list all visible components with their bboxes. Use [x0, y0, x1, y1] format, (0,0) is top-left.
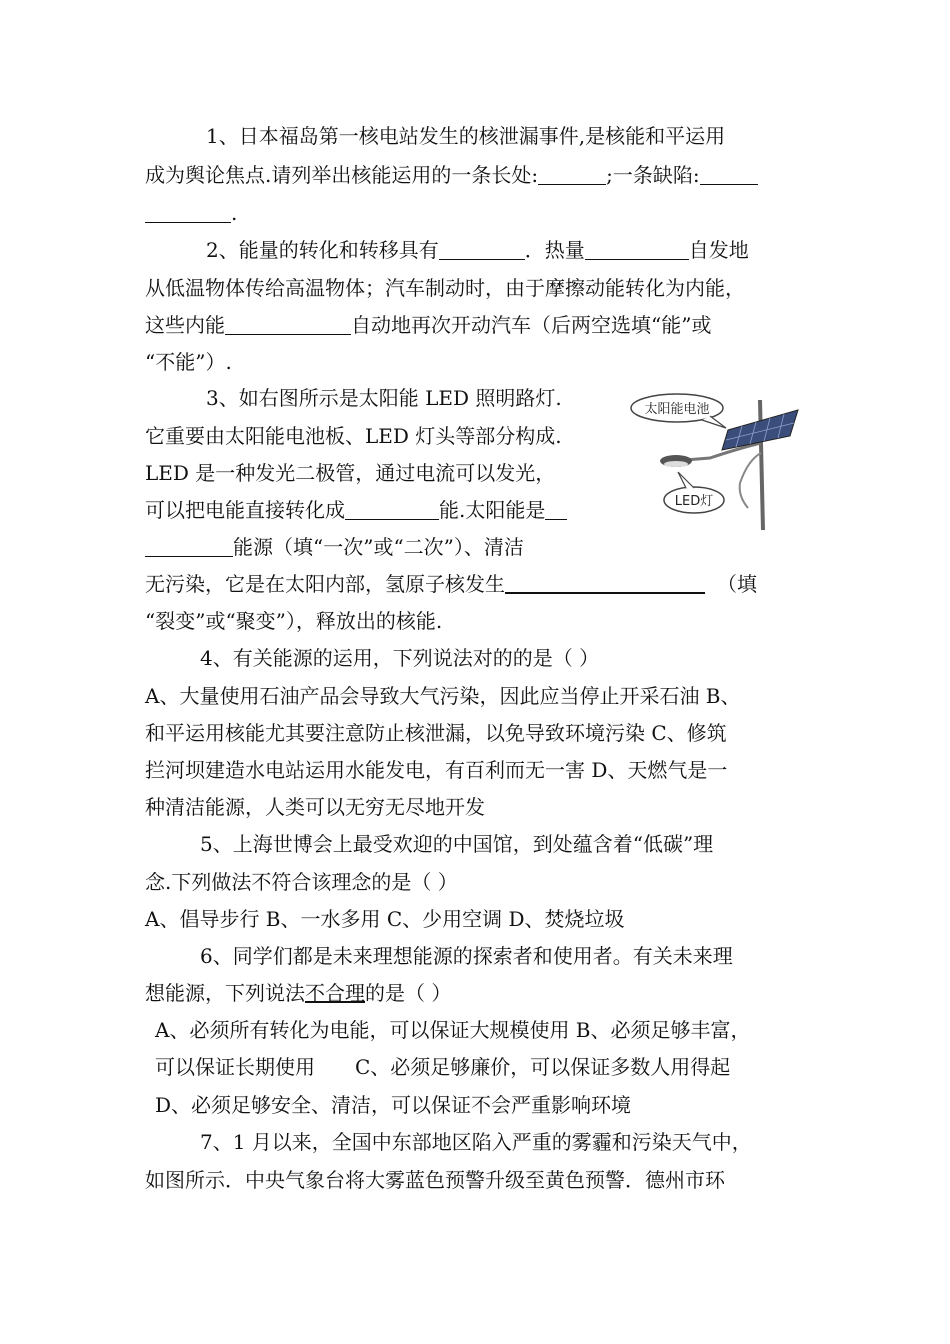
label-bubble-led: [664, 472, 724, 513]
q2-text-e: 自动地再次开动汽车（后两空选填“能”或: [351, 313, 712, 337]
q3-line-4: [145, 498, 567, 522]
q2-line-1: [206, 238, 749, 262]
q1-line-3: [145, 201, 237, 225]
q3-blank-2-cont[interactable]: [145, 536, 233, 557]
q2-text-a: 2、能量的转化和转移具有: [206, 238, 439, 262]
q1-line-1: 1、日本福岛第一核电站发生的核泄漏事件,是核能和平运用: [206, 124, 726, 148]
q6-text-a: 想能源，下列说法: [145, 981, 305, 1005]
q2-blank-2[interactable]: [585, 239, 689, 260]
label-led-text: LED灯: [674, 494, 714, 509]
q3-line-3: LED 是一种发光二极管，通过电流可以发光，: [145, 461, 556, 485]
solar-led-streetlight-figure: [630, 388, 800, 533]
q7-line-2: 如图所示．中央气象台将大雾蓝色预警升级至黄色预警．德州市环: [145, 1168, 725, 1192]
q4-line-5: 种清洁能源，人类可以无穷无尽地开发: [145, 795, 485, 819]
q5-line-3: A、倡导步行 B、一水多用 C、少用空调 D、焚烧垃圾: [145, 907, 625, 931]
q4-line-3: 和平运用核能尤其要注意防止核泄漏，以免导致环境污染 C、修筑: [145, 721, 727, 745]
q6-line-2: [145, 981, 451, 1005]
q2-text-c: 自发地: [688, 238, 749, 262]
q3-text-c: 能源（填“一次”或“二次”）、清洁: [233, 535, 524, 559]
q6-text-b: 的是（ ）: [365, 981, 452, 1005]
q2-blank-1[interactable]: [439, 239, 525, 260]
q3-text-b: 能.太阳能是: [439, 498, 546, 522]
q6-line-1: 6、同学们都是未来理想能源的探索者和使用者。有关未来理: [200, 944, 733, 968]
led-lamp-light: [664, 461, 688, 467]
q1-line-2: [145, 163, 758, 187]
q1-text-b: ;一条缺陷:: [606, 163, 700, 187]
q6-line-5: D、必须足够安全、清洁，可以保证不会严重影响环境: [155, 1093, 632, 1117]
q1-blank-disadvantage-cont[interactable]: [145, 202, 231, 223]
q2-line-2: 从低温物体传给高温物体；汽车制动时，由于摩擦动能转化为内能，: [145, 276, 745, 300]
q1-blank-disadvantage[interactable]: [700, 164, 758, 185]
q3-text-d: 无污染，它是在太阳内部，氢原子核发生: [145, 572, 505, 596]
q3-line-6: [145, 572, 757, 596]
q2-line-4: “不能”）.: [145, 350, 232, 374]
q2-line-3: [145, 313, 711, 337]
q3-line-2: 它重要由太阳能电池板、LED 灯头等部分构成.: [145, 424, 562, 448]
lamp-arm-curve: [740, 453, 761, 508]
lamp-pole: [760, 400, 763, 530]
q1-text-a: 成为舆论焦点.请列举出核能运用的一条长处:: [145, 163, 539, 187]
label-solar-text: 太阳能电池: [644, 402, 710, 417]
q3-blank-2[interactable]: [545, 499, 567, 520]
q6-line-3: A、必须所有转化为电能，可以保证大规模使用 B、必须足够丰富，: [155, 1018, 751, 1042]
q2-text-b: ．热量: [524, 238, 585, 262]
q4-line-2: A、大量使用石油产品会导致大气污染，因此应当停止开采石油 B、: [145, 684, 741, 708]
q3-blank-3[interactable]: [505, 572, 705, 594]
q5-line-2: 念.下列做法不符合该理念的是（ ）: [145, 870, 458, 894]
q6-line-4: 可以保证长期使用 C、必须足够廉价，可以保证多数人用得起: [155, 1055, 731, 1079]
q4-line-4: 拦河坝建造水电站运用水能发电，有百利而无一害 D、天燃气是一: [145, 758, 728, 782]
q3-text-a: 可以把电能直接转化成: [145, 498, 345, 522]
q3-line-1: 3、如右图所示是太阳能 LED 照明路灯.: [206, 386, 562, 410]
q3-line-5: [145, 535, 524, 559]
q3-text-e: （填: [717, 572, 757, 596]
q6-underlined-term: 不合理: [305, 981, 365, 1005]
q2-text-d: 这些内能: [145, 313, 225, 337]
q1-blank-advantage[interactable]: [538, 164, 606, 185]
q3-blank-1[interactable]: [345, 499, 439, 520]
q1-period: .: [231, 201, 238, 225]
q4-line-1: 4、有关能源的运用，下列说法对的的是（ ）: [200, 646, 600, 670]
q2-blank-3[interactable]: [225, 314, 351, 335]
q5-line-1: 5、上海世博会上最受欢迎的中国馆，到处蕴含着“低碳”理: [200, 832, 714, 856]
q3-line-7: “裂变”或“聚变”），释放出的核能.: [145, 609, 443, 633]
q7-line-1: 7、1 月以来，全国中东部地区陷入严重的雾霾和污染天气中，: [200, 1130, 752, 1154]
label-bubble-solar: [631, 394, 726, 428]
